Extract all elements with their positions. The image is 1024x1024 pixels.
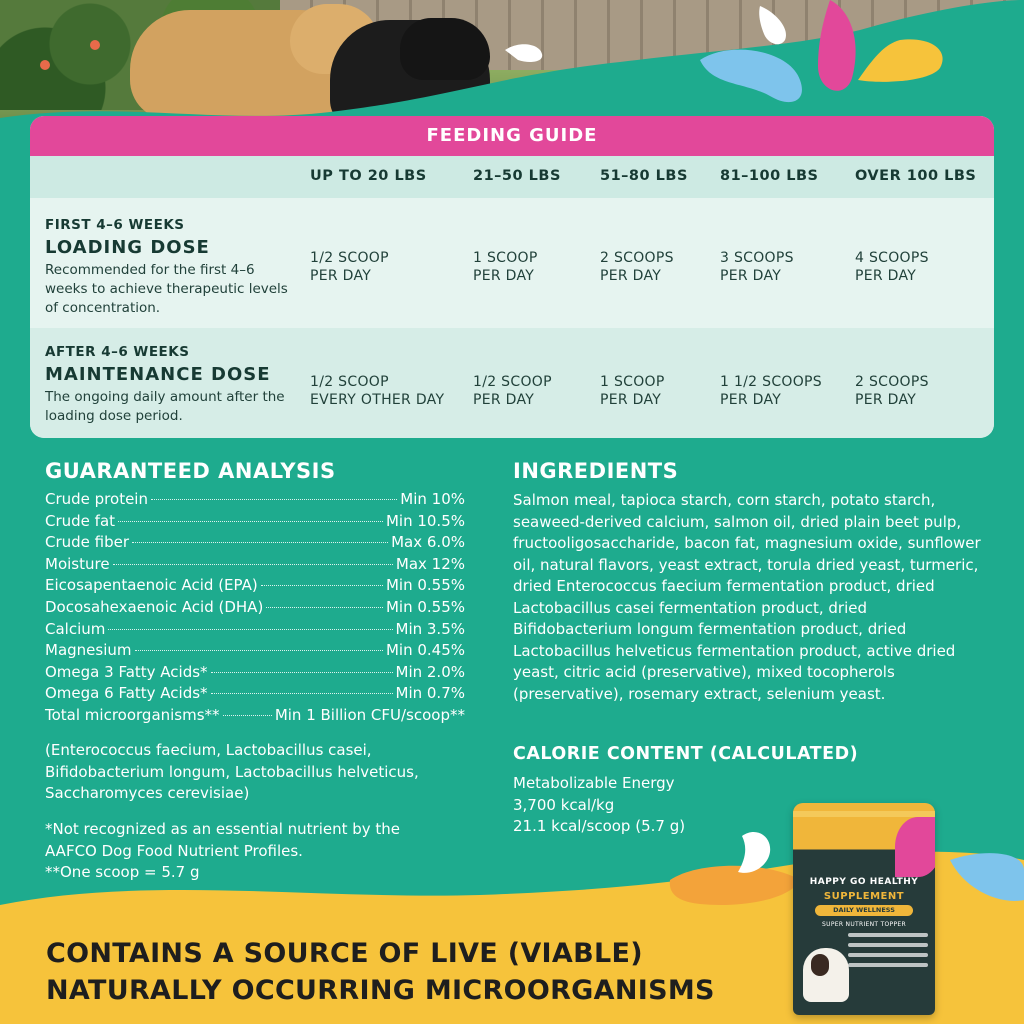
dose-cell: 2 SCOOPS PER DAY <box>855 374 929 408</box>
white-drop <box>759 6 786 44</box>
analysis-row: Crude fat Min 10.5% <box>45 511 465 530</box>
analysis-row: Moisture Max 12% <box>45 554 465 573</box>
maintenance-dose-row <box>30 328 994 438</box>
calorie-content-values <box>513 773 793 838</box>
white-drop <box>505 44 542 62</box>
analysis-row: Magnesium Min 0.45% <box>45 641 465 660</box>
footnote-aafco: *Not recognized as an essential nutrient by the AAFCO Dog Food Nutrient Profiles. <box>45 820 401 860</box>
live-microorganisms-banner <box>46 935 746 1009</box>
column-header: 81–100 LBS <box>720 168 819 184</box>
pouch-variant: DAILY WELLNESS <box>815 905 913 916</box>
feeding-guide-title: FEEDING GUIDE <box>30 116 994 156</box>
dose-cell: 1 SCOOP PER DAY <box>473 250 538 284</box>
pouch-subtitle: SUPER NUTRIENT TOPPER <box>822 921 906 928</box>
analysis-row: Crude fiber Max 6.0% <box>45 533 465 552</box>
dose-cell: 4 SCOOPS PER DAY <box>855 250 929 284</box>
footnote-scoop: **One scoop = 5.7 g <box>45 863 200 881</box>
pouch-top-strip <box>793 811 935 817</box>
dose-cell: 1/2 SCOOP PER DAY <box>310 250 389 284</box>
dose-cell: 1 1/2 SCOOPS PER DAY <box>720 374 822 408</box>
column-header: 21–50 LBS <box>473 168 561 184</box>
pouch-product-name: SUPPLEMENT <box>823 891 905 902</box>
ingredients-text: Salmon meal, tapioca starch, corn starch, potato starch, seaweed-derived calcium, salmon oil, dried plain beet pulp, fructooligosaccharide, bacon fat, magnesium oxide, sunflower oil, natural flavors, yeast extract, torula dried yeast, turmeric, dried Enterococcus faecium fermentation product, dried Lactobacillus casei fermentation product, dried Bifidobacterium longum fermentation product, dried Lactobacillus helveticus fermentation product, active dried yeast, citric acid (preservative), mixed tocopherols (preservative), rosemary extract, selenium yeast. <box>513 491 981 703</box>
dose-cell: 1 SCOOP PER DAY <box>600 374 665 408</box>
column-header: 51–80 LBS <box>600 168 688 184</box>
guaranteed-analysis-list <box>45 490 465 728</box>
pouch-bullets <box>848 933 928 973</box>
pink-splash <box>818 0 856 91</box>
row-title: MAINTENANCE DOSE <box>45 364 271 385</box>
row-title: LOADING DOSE <box>45 237 210 258</box>
analysis-row: Total microorganisms** Min 1 Billion CFU/scoop** <box>45 705 465 724</box>
column-header: UP TO 20 LBS <box>310 168 427 184</box>
dose-cell: 1/2 SCOOP EVERY OTHER DAY <box>310 374 445 408</box>
row-description: The ongoing daily amount after the loading dose period. <box>45 389 285 424</box>
analysis-row: Omega 6 Fatty Acids* Min 0.7% <box>45 684 465 703</box>
analysis-row: Docosahexaenoic Acid (DHA) Min 0.55% <box>45 597 465 616</box>
microorganism-strains: (Enterococcus faecium, Lactobacillus casei, Bifidobacterium longum, Lactobacillus helveticus, Saccharomyces cerevisiae) <box>45 741 419 802</box>
pouch-dog-illustration <box>803 948 849 1002</box>
analysis-row: Calcium Min 3.5% <box>45 619 465 638</box>
banner-line: NATURALLY OCCURRING MICROORGANISMS <box>46 975 715 1006</box>
dose-cell: 2 SCOOPS PER DAY <box>600 250 674 284</box>
calorie-line: 21.1 kcal/scoop (5.7 g) <box>513 817 686 835</box>
weight-column-headers <box>30 156 994 198</box>
calorie-line: Metabolizable Energy <box>513 774 675 792</box>
product-pouch-image <box>793 803 935 1015</box>
row-description: Recommended for the first 4–6 weeks to achieve therapeutic levels of concentration. <box>45 262 288 316</box>
calorie-line: 3,700 kcal/kg <box>513 795 615 814</box>
analysis-row: Crude protein Min 10% <box>45 490 465 508</box>
analysis-row: Eicosapentaenoic Acid (EPA) Min 0.55% <box>45 576 465 595</box>
pouch-brand: HAPPY GO HEALTHY <box>809 877 919 887</box>
dose-cell: 3 SCOOPS PER DAY <box>720 250 794 284</box>
banner-line: CONTAINS A SOURCE OF LIVE (VIABLE) <box>46 938 643 969</box>
row-kicker: AFTER 4–6 WEEKS <box>45 344 190 360</box>
ingredients-title: INGREDIENTS <box>513 459 679 483</box>
loading-dose-row <box>30 198 994 328</box>
calorie-content-title: CALORIE CONTENT (CALCULATED) <box>513 744 859 764</box>
feeding-guide-table <box>30 116 994 438</box>
analysis-row: Omega 3 Fatty Acids* Min 2.0% <box>45 662 465 681</box>
guaranteed-analysis-title: GUARANTEED ANALYSIS <box>45 459 336 483</box>
white-drop <box>738 832 770 873</box>
row-kicker: FIRST 4–6 WEEKS <box>45 217 185 233</box>
pouch-pink-leaf <box>895 817 935 877</box>
dose-cell: 1/2 SCOOP PER DAY <box>473 374 552 408</box>
column-header: OVER 100 LBS <box>855 168 977 184</box>
